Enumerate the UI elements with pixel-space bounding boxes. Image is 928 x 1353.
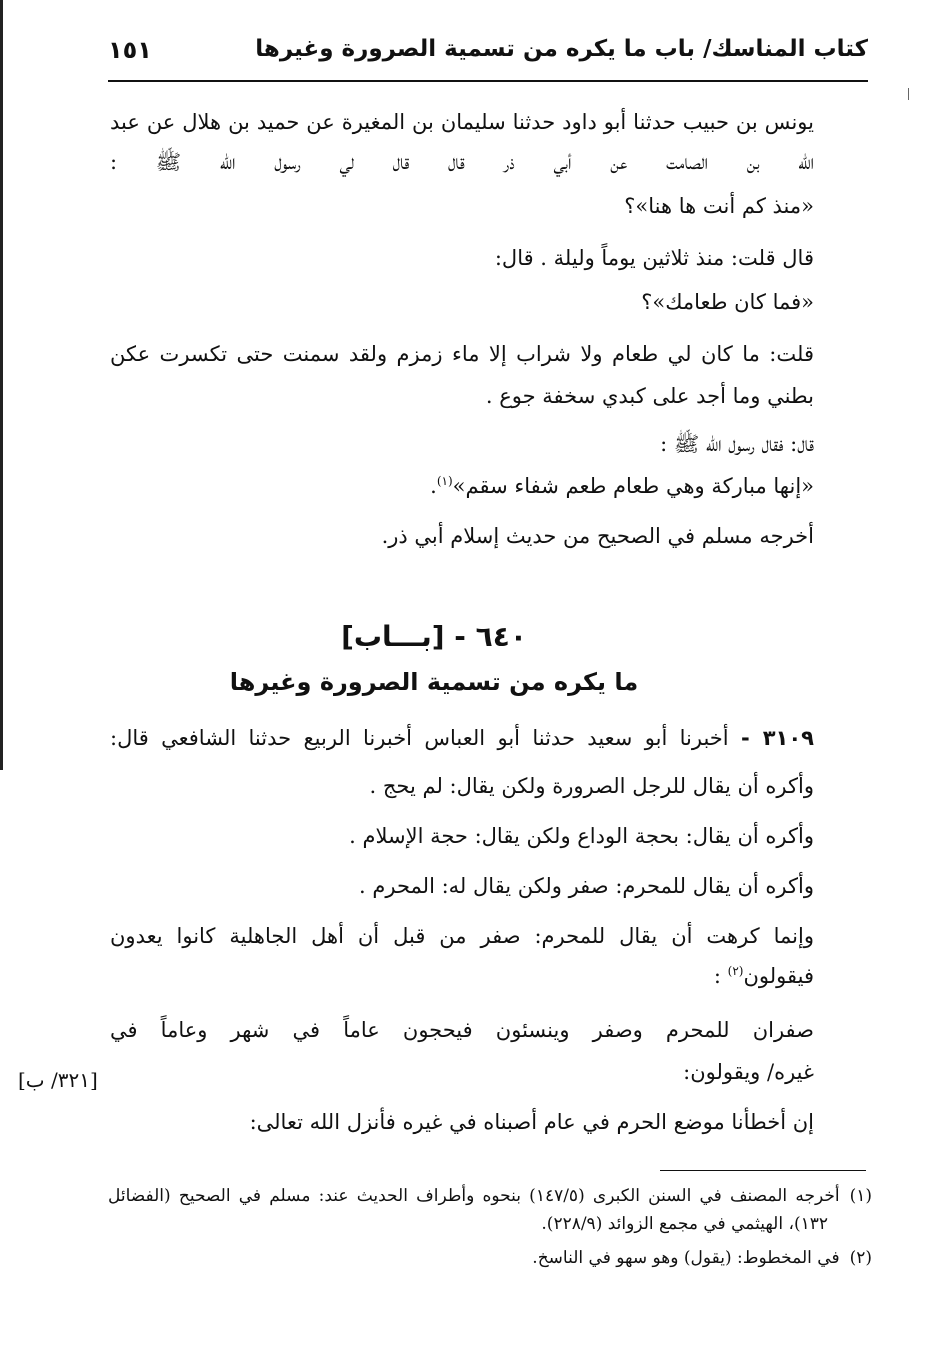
hadith-text: أخبرنا أبو سعيد حدثنا أبو العباس أخبرنا الربيع حدثنا الشافعي قال: <box>110 726 729 750</box>
body-line: «منذ كم أنت ها هنا»؟ <box>624 194 814 218</box>
footnote-2-line <box>532 1248 872 1269</box>
footnote-marker: (٢) <box>849 1248 872 1268</box>
hadith-line: وأكره أن يقال: بحجة الوداع ولكن يقال: حجة الإسلام . <box>349 824 814 848</box>
running-title: كتاب المناسك/ باب ما يكره من تسمية الصرورة وغيرها <box>255 36 868 62</box>
body-line: بطني وما أجد على كبدي سخفة جوع . <box>485 384 814 408</box>
hadith-line: وأكره أن يقال للرجل الصرورة ولكن يقال: لم يحج . <box>369 774 814 798</box>
hadith-line: صفران للمحرم وصفر وينسئون فيحجون عاماً في شهر وعاماً في <box>110 1018 814 1042</box>
hadith-line <box>714 964 814 989</box>
quoted-hadith-text: «إنها مباركة وهي طعام طعم شفاء سقم» <box>452 474 814 498</box>
footnote-ref: (١) <box>436 474 453 488</box>
body-line: قال: فقال رسول الله ﷺ : <box>660 432 814 456</box>
chapter-title: ما يكره من تسمية الصرورة وغيرها <box>229 668 639 696</box>
footnote-ref: (٢) <box>727 964 744 978</box>
footnote-text: أخرجه المصنف في السنن الكبرى (١٤٧/٥) بنحوه وأطراف الحديث عند: مسلم في الصحيح (الفضائل <box>108 1186 840 1206</box>
body-line: يونس بن حبيب حدثنا أبو داود حدثنا سليمان بن المغيرة عن حميد بن هلال عن عبد <box>110 110 814 134</box>
page-header <box>108 34 868 74</box>
hadith-line: وأكره أن يقال للمحرم: صفر ولكن يقال له: المحرم . <box>359 874 814 898</box>
chapter-number: ٦٤٠ - [بـــاب] <box>341 620 527 653</box>
hadith-line: وإنما كرهت أن يقال للمحرم: صفر من قبل أن أهل الجاهلية كانوا يعدون <box>110 924 814 948</box>
colon: : <box>713 964 721 988</box>
body-line: قلت: ما كان لي طعام ولا شراب إلا ماء زمزم ولقد سمنت حتى تكسرت عكن <box>110 342 814 366</box>
page-number: ١٥١ <box>108 36 152 64</box>
hadith-line: إن أخطأنا موضع الحرم في عام أصبناه في غيره فأنزل الله تعالى: <box>249 1110 814 1134</box>
footnote-1-line: ١٣٢)، الهيثمي في مجمع الزوائد (٢٢٨/٩). <box>541 1214 828 1234</box>
body-line: «إنها مباركة وهي طعام طعم شفاء سقم»$^{(١)}$. <box>430 474 814 498</box>
footnote-1-line <box>108 1186 872 1207</box>
hadith-text: فيقولون <box>743 964 814 988</box>
footnote-text: في المخطوط: (يقول) وهو سهو في الناسخ. <box>532 1248 840 1268</box>
manuscript-folio-reference: [٣٢١/ ب] <box>18 1068 98 1092</box>
scan-edge-shadow <box>0 0 3 770</box>
hadith-number: ٣١٠٩ - <box>741 726 814 750</box>
footnote-marker: (١) <box>849 1186 872 1206</box>
hadith-line <box>110 726 814 751</box>
footnote-separator <box>660 1170 866 1171</box>
body-line: «فما كان طعامك»؟ <box>641 290 814 314</box>
body-line: أخرجه مسلم في الصحيح من حديث إسلام أبي ذر. <box>381 524 814 548</box>
header-rule <box>108 80 868 82</box>
body-line: الله بن الصامت عن أبي ذر قال قال لي رسول الله ﷺ : <box>110 150 814 174</box>
margin-tick <box>908 88 909 100</box>
hadith-line: غيره/ ويقولون: <box>683 1060 814 1084</box>
body-line: قال قلت: منذ ثلاثين يوماً وليلة . قال: <box>494 246 814 270</box>
